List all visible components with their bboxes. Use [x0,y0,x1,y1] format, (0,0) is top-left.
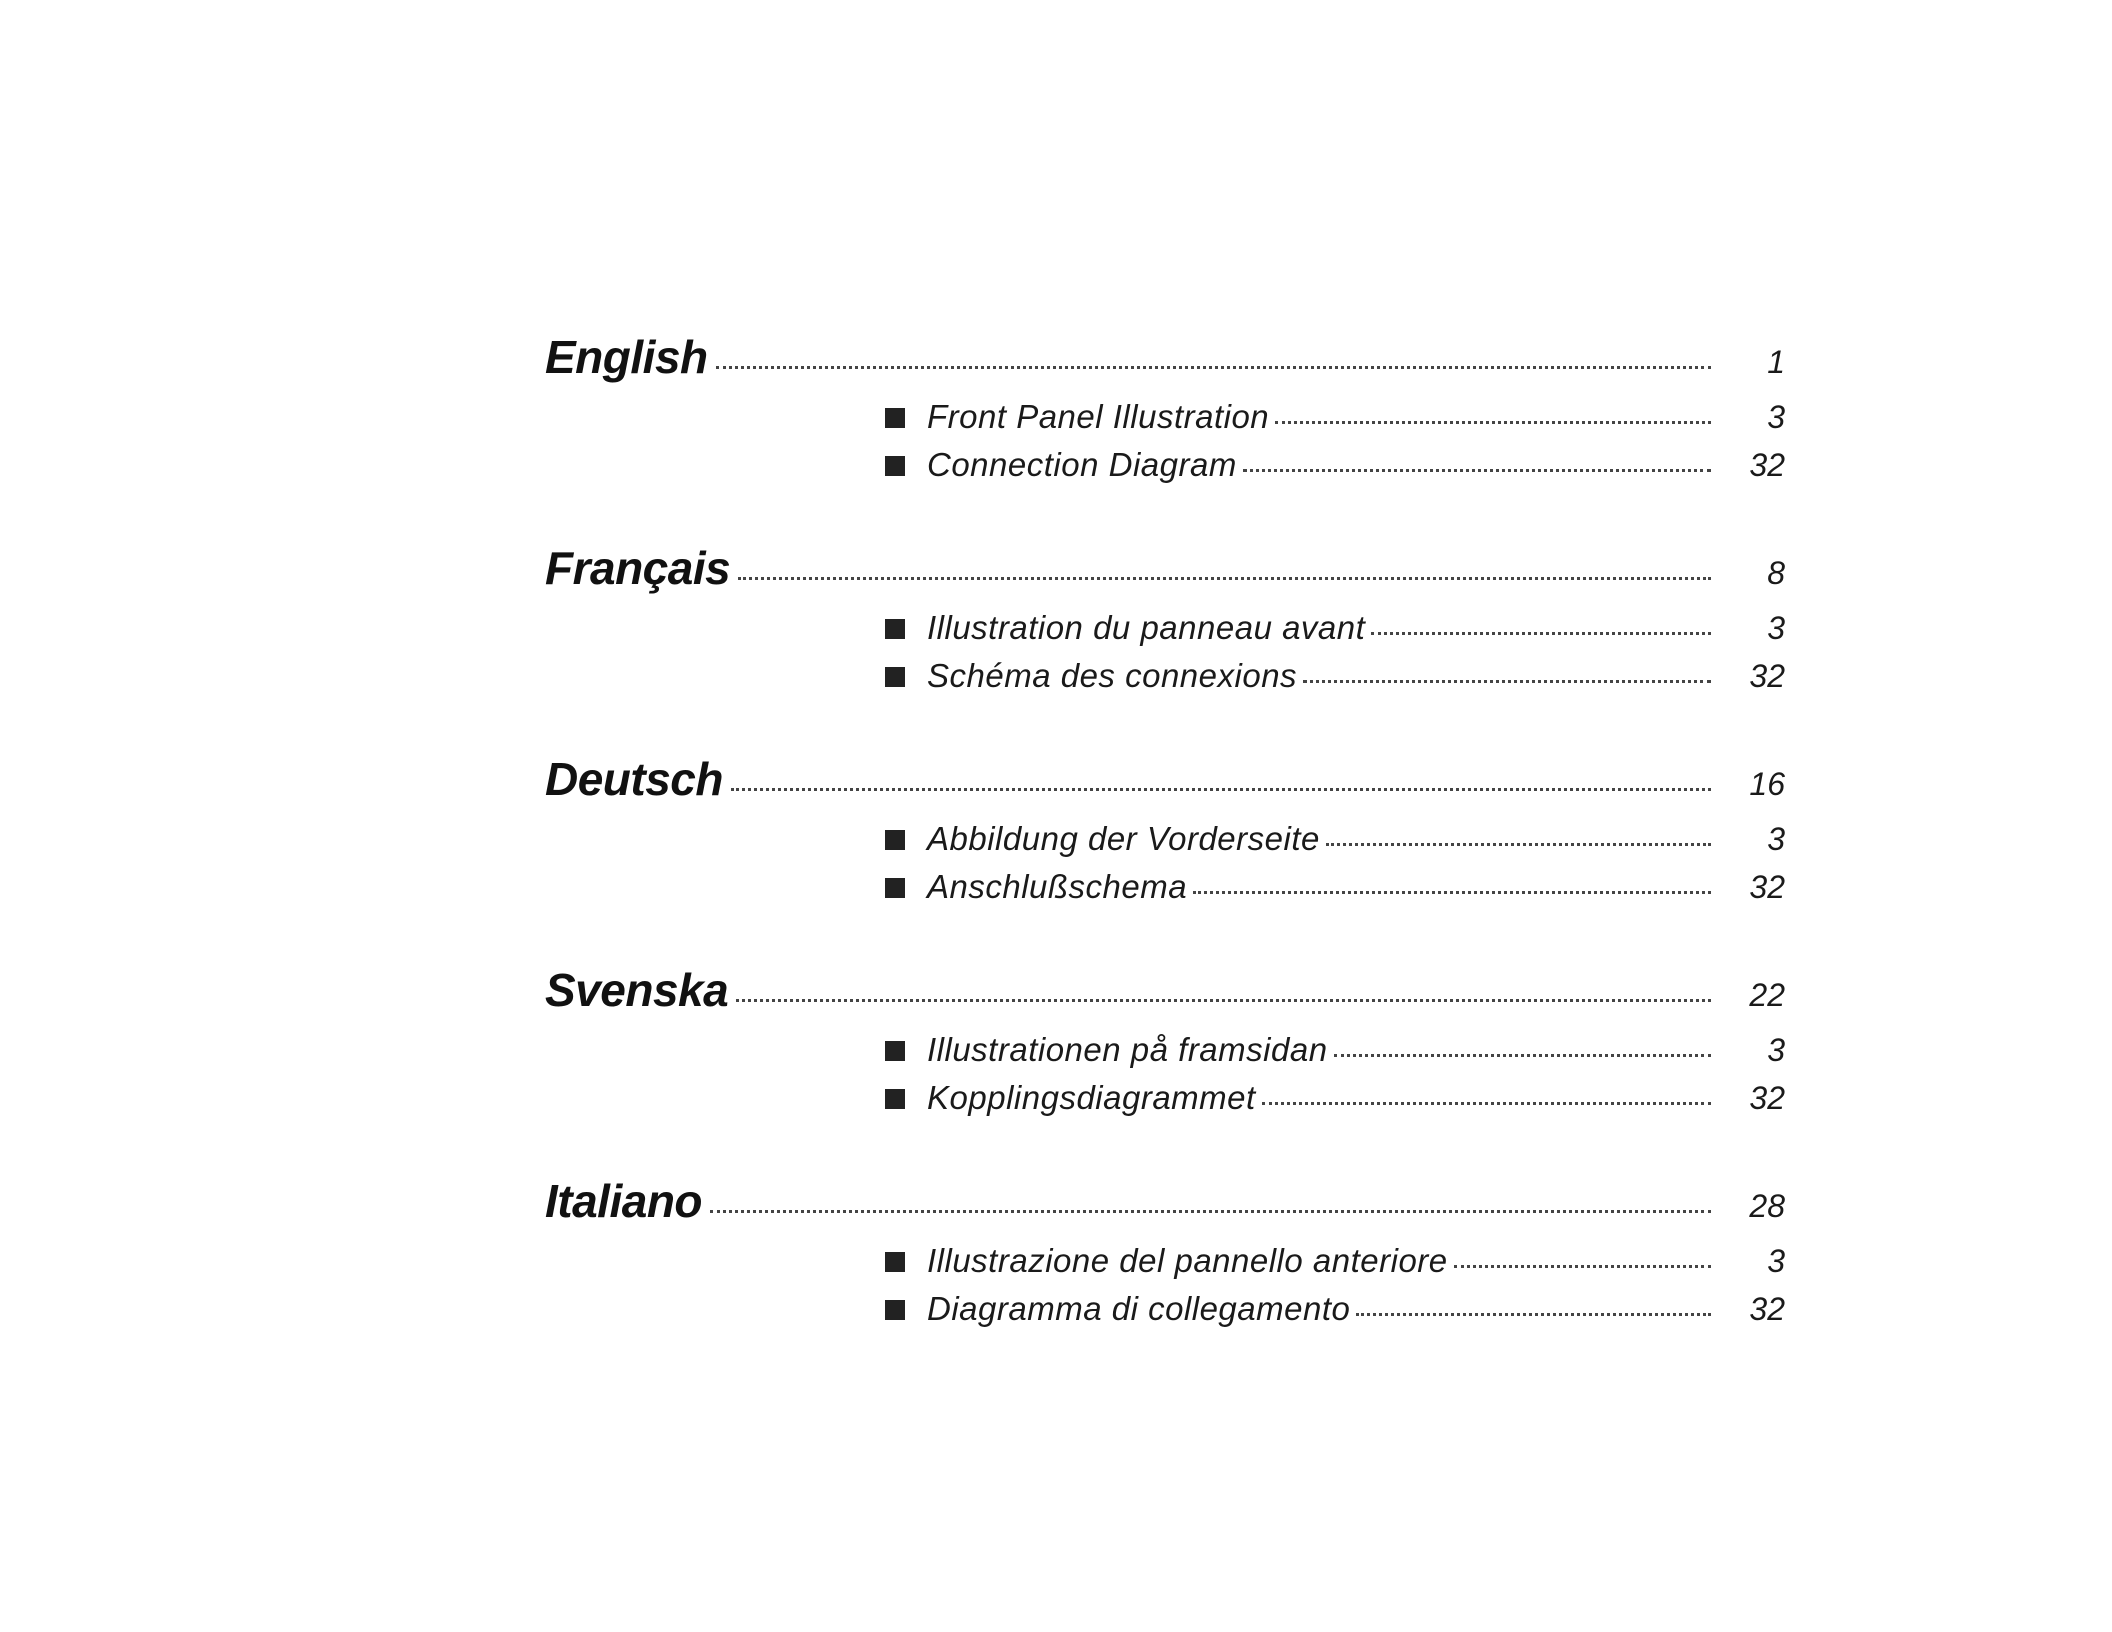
toc-sub-list [885,1242,1785,1338]
toc-sub-item[interactable] [885,446,1785,494]
language-title: English [545,331,708,383]
dot-leader [731,788,1711,791]
table-of-contents [545,330,1785,1385]
page-number: 8 [1767,555,1785,591]
page-number: 3 [1767,610,1785,646]
toc-sub-list [885,609,1785,705]
sub-item-label: Anschlußschema [927,868,1188,905]
sub-item-label: Front Panel Illustration [927,398,1270,435]
sub-item-label: Illustrazione del pannello anteriore [927,1242,1448,1279]
dot-leader [1371,632,1711,635]
square-bullet-icon [885,830,905,850]
toc-sub-item[interactable] [885,609,1785,657]
toc-section-deutsch [545,752,1785,916]
page-number: 1 [1767,344,1785,380]
dot-leader [1243,469,1711,472]
language-title: Français [545,542,731,594]
dot-leader [736,999,1711,1002]
page-number: 32 [1749,869,1785,905]
dot-leader [738,577,1711,580]
sub-item-label: Illustration du panneau avant [927,609,1366,646]
toc-sub-item[interactable] [885,398,1785,446]
dot-leader [1193,891,1711,894]
page-number: 3 [1767,821,1785,857]
toc-sub-item[interactable] [885,820,1785,868]
square-bullet-icon [885,456,905,476]
toc-language-row[interactable] [545,330,1785,398]
page-number: 16 [1749,766,1785,802]
dot-leader [1454,1265,1711,1268]
dot-leader [1326,843,1711,846]
page-number: 32 [1749,1291,1785,1327]
page-number: 3 [1767,1243,1785,1279]
square-bullet-icon [885,1252,905,1272]
toc-language-row[interactable] [545,963,1785,1031]
page-number: 32 [1749,447,1785,483]
toc-section-italiano [545,1174,1785,1338]
page-number: 32 [1749,1080,1785,1116]
dot-leader [710,1210,1711,1213]
toc-language-row[interactable] [545,541,1785,609]
square-bullet-icon [885,878,905,898]
dot-leader [1356,1313,1711,1316]
toc-language-row[interactable] [545,752,1785,820]
square-bullet-icon [885,667,905,687]
toc-section-english [545,330,1785,494]
toc-language-row[interactable] [545,1174,1785,1242]
language-title: Italiano [545,1175,703,1227]
dot-leader [1303,680,1711,683]
page-number: 22 [1749,977,1785,1013]
page-number: 3 [1767,399,1785,435]
toc-sub-item[interactable] [885,1290,1785,1338]
toc-sub-list [885,1031,1785,1127]
toc-sub-item[interactable] [885,1079,1785,1127]
page-number: 28 [1749,1188,1785,1224]
sub-item-label: Kopplingsdiagrammet [927,1079,1256,1116]
toc-sub-item[interactable] [885,1031,1785,1079]
toc-sub-list [885,398,1785,494]
square-bullet-icon [885,619,905,639]
square-bullet-icon [885,1089,905,1109]
sub-item-label: Illustrationen på framsidan [927,1031,1328,1068]
dot-leader [716,366,1711,369]
page-number: 3 [1767,1032,1785,1068]
square-bullet-icon [885,408,905,428]
square-bullet-icon [885,1041,905,1061]
dot-leader [1275,421,1711,424]
page-number: 32 [1749,658,1785,694]
toc-section-francais [545,541,1785,705]
toc-sub-item[interactable] [885,868,1785,916]
toc-section-svenska [545,963,1785,1127]
language-title: Svenska [545,964,729,1016]
sub-item-label: Schéma des connexions [927,657,1298,694]
sub-item-label: Diagramma di collegamento [927,1290,1351,1327]
language-title: Deutsch [545,753,723,805]
toc-sub-item[interactable] [885,657,1785,705]
dot-leader [1262,1102,1711,1105]
dot-leader [1334,1054,1711,1057]
square-bullet-icon [885,1300,905,1320]
sub-item-label: Connection Diagram [927,446,1237,483]
toc-sub-list [885,820,1785,916]
toc-sub-item[interactable] [885,1242,1785,1290]
sub-item-label: Abbildung der Vorderseite [927,820,1320,857]
